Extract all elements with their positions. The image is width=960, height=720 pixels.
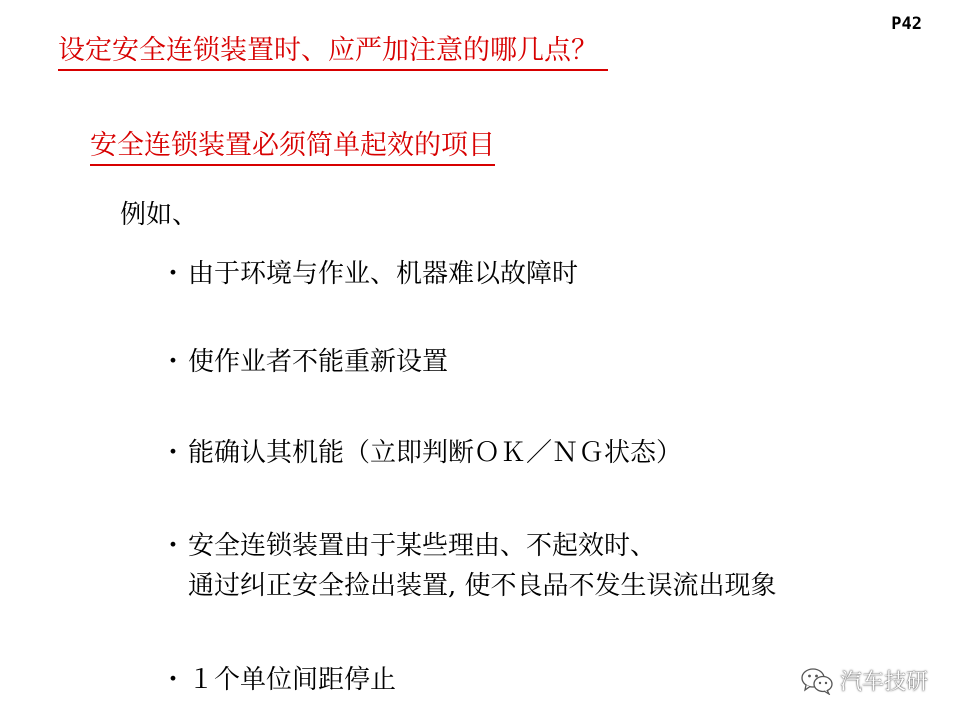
wechat-icon (800, 667, 834, 695)
bullet-text: 安全连锁装置由于某些理由、不起效时、 (188, 531, 657, 561)
bullet-marker: ・ (160, 531, 187, 561)
bullet-text: 能确认其机能（立即判断ＯＫ／ＮＧ状态） (188, 438, 683, 468)
bullet-marker: ・ (160, 665, 187, 695)
slide-title: 设定安全连锁装置时、应严加注意的哪几点？ (58, 33, 608, 71)
bullet-text: 使作业者不能重新设置 (188, 347, 449, 377)
section-subtitle: 安全连锁装置必须简单起效的项目 (90, 128, 495, 166)
watermark (800, 665, 928, 696)
bullet-marker: ・ (160, 347, 187, 377)
bullet-text: １个单位间距停止 (188, 665, 397, 695)
bullet-item (160, 433, 682, 473)
bullet-item (160, 526, 777, 606)
bullet-marker: ・ (160, 438, 187, 468)
bullet-item (160, 254, 578, 294)
bullet-marker: ・ (160, 259, 187, 289)
bullet-text: 由于环境与作业、机器难以故障时 (188, 259, 579, 289)
bullet-item (160, 660, 396, 700)
bullet-item (160, 342, 448, 382)
watermark-text: 汽车技研 (839, 670, 928, 695)
intro-text: 例如、 (120, 200, 199, 230)
bullet-text-continuation: 通过纠正安全捡出装置, 使不良品不发生误流出现象 (188, 571, 777, 601)
slide-number: P42 (891, 14, 922, 34)
